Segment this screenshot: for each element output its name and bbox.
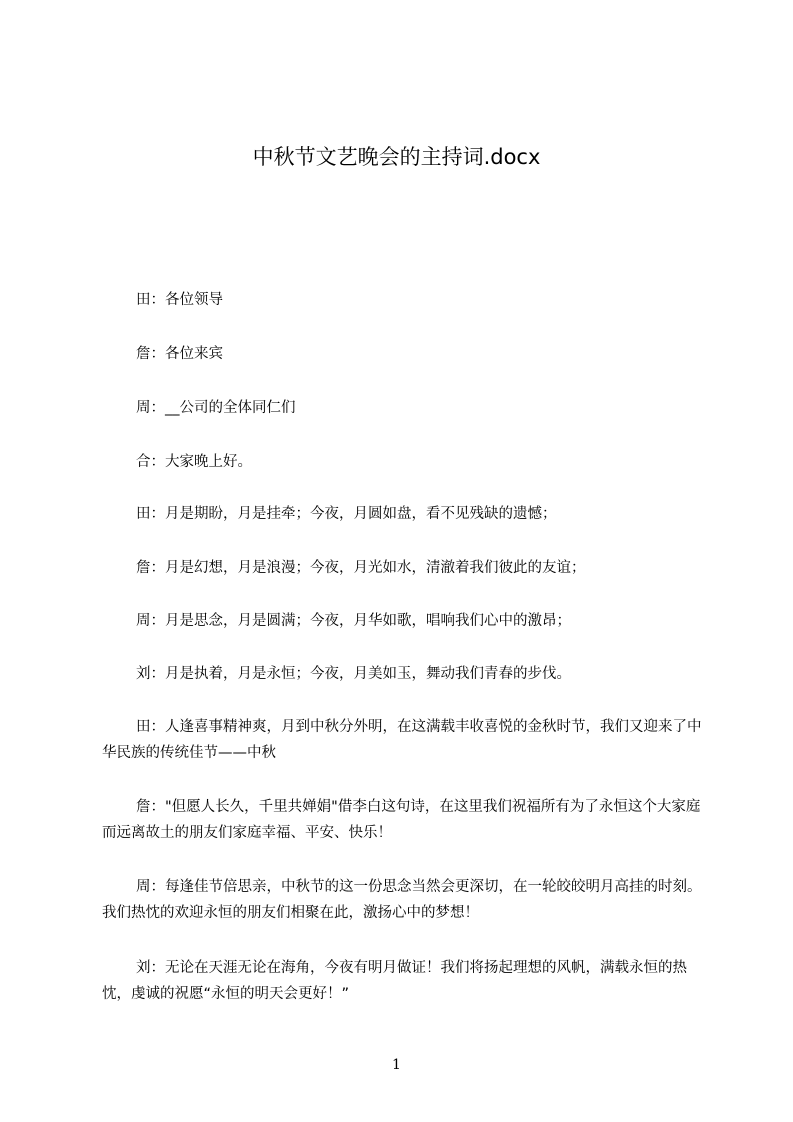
paragraph: 詹：各位来宾 — [136, 346, 223, 362]
paragraph: 刘：月是执着，月是永恒；今夜，月美如玉，舞动我们青春的步伐。 — [136, 666, 571, 682]
paragraph: 詹：月是幻想，月是浪漫；今夜，月光如水，清澈着我们彼此的友谊； — [136, 560, 586, 576]
paragraph: 周：__公司的全体同仁们 — [136, 400, 296, 416]
paragraph: 田：月是期盼，月是挂牵；今夜，月圆如盘，看不见残缺的遗憾； — [136, 506, 557, 522]
document-title: 中秋节文艺晚会的主持词.docx — [252, 145, 541, 169]
paragraph: 田：人逢喜事精神爽，月到中秋分外明，在这满载丰收喜悦的金秋时节，我们又迎来了中华民族的传统佳节——中秋 — [102, 719, 702, 761]
paragraph: 刘：无论在天涯无论在海角，今夜有明月做证！我们将扬起理想的风帆，满载永恒的热忱，虔诚的祝愿“永恒的明天会更好！” — [102, 960, 687, 1002]
paragraph: 田：各位领导 — [136, 292, 223, 308]
paragraph: 周：每逢佳节倍思亲，中秋节的这一份思念当然会更深切，在一轮皎皎明月高挂的时刻。我们热忱的欢迎永恒的朋友们相聚在此，激扬心中的梦想！ — [102, 879, 702, 921]
paragraph: 合：大家晚上好。 — [136, 454, 252, 470]
page-number: 1 — [392, 1057, 401, 1073]
paragraph: 周：月是思念，月是圆满；今夜，月华如歌，唱响我们心中的激昂； — [136, 613, 571, 629]
paragraph: 詹："但愿人长久，千里共婵娟"借李白这句诗，在这里我们祝福所有为了永恒这个大家庭而远离故土的朋友们家庭幸福、平安、快乐！ — [102, 799, 701, 841]
